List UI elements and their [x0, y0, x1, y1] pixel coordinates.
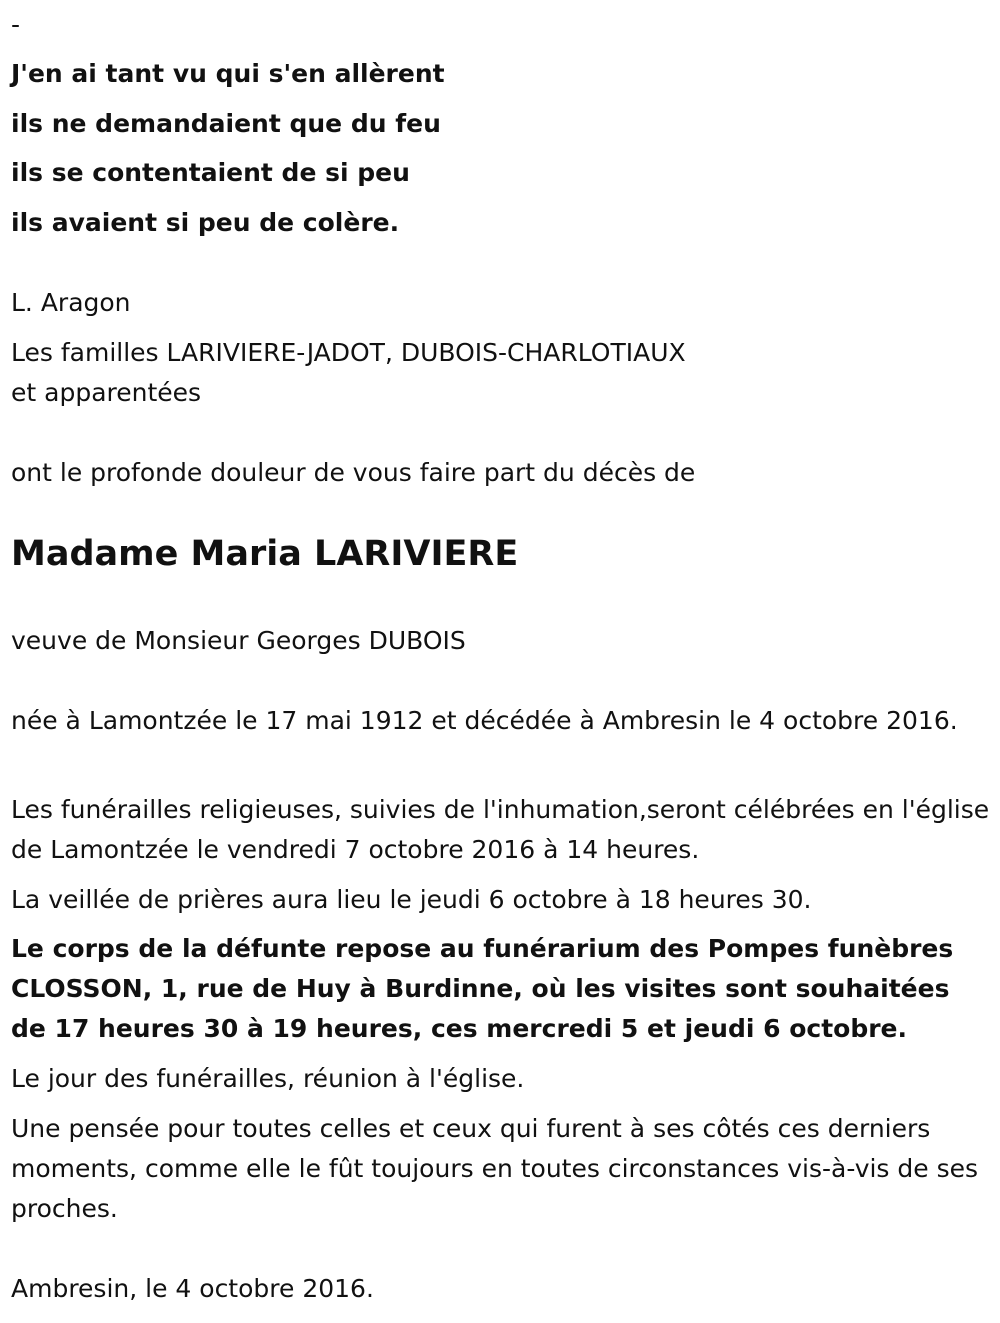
families-line-2: et apparentées	[11, 378, 202, 407]
poem-line-1: J'en ai tant vu qui s'en allèrent	[11, 59, 445, 88]
announcement: ont le profonde douleur de vous faire part du décès de	[11, 458, 696, 487]
thanks-message: Une pensée pour toutes celles et ceux qui furent à ses côtés ces derniers moments, comme elle le fût toujours en toutes circonstances vis-à-vis de ses proches.	[11, 1114, 979, 1223]
meeting-details: Le jour des funérailles, réunion à l'église.	[11, 1064, 525, 1093]
vigil-details: La veillée de prières aura lieu le jeudi 6 octobre à 18 heures 30.	[11, 885, 812, 914]
rest-place-details: Le corps de la défunte repose au funérarium des Pompes funèbres CLOSSON, 1, rue de Huy à Burdinne, où les visites sont souhaitées de 17 heures 30 à 19 heures, ces mercredi 5 et jeudi 6 octobre.	[11, 934, 954, 1043]
widow-of: veuve de Monsieur Georges DUBOIS	[11, 626, 466, 655]
poem-line-2: ils ne demandaient que du feu	[11, 109, 441, 138]
poem-author: L. Aragon	[11, 288, 131, 317]
families-line-1: Les familles LARIVIERE-JADOT, DUBOIS-CHARLOTIAUX	[11, 338, 686, 367]
poem-line-3: ils se contentaient de si peu	[11, 158, 410, 187]
dash-mark: -	[11, 10, 21, 39]
birth-death: née à Lamontzée le 17 mai 1912 et décédée à Ambresin le 4 octobre 2016.	[11, 706, 958, 735]
place-date: Ambresin, le 4 octobre 2016.	[11, 1274, 374, 1303]
poem-line-4: ils avaient si peu de colère.	[11, 208, 400, 237]
deceased-name: Madame Maria LARIVIERE	[11, 534, 519, 574]
funeral-details: Les funérailles religieuses, suivies de l'inhumation,seront célébrées en l'église de Lamontzée le vendredi 7 octobre 2016 à 14 heures.	[11, 795, 990, 864]
